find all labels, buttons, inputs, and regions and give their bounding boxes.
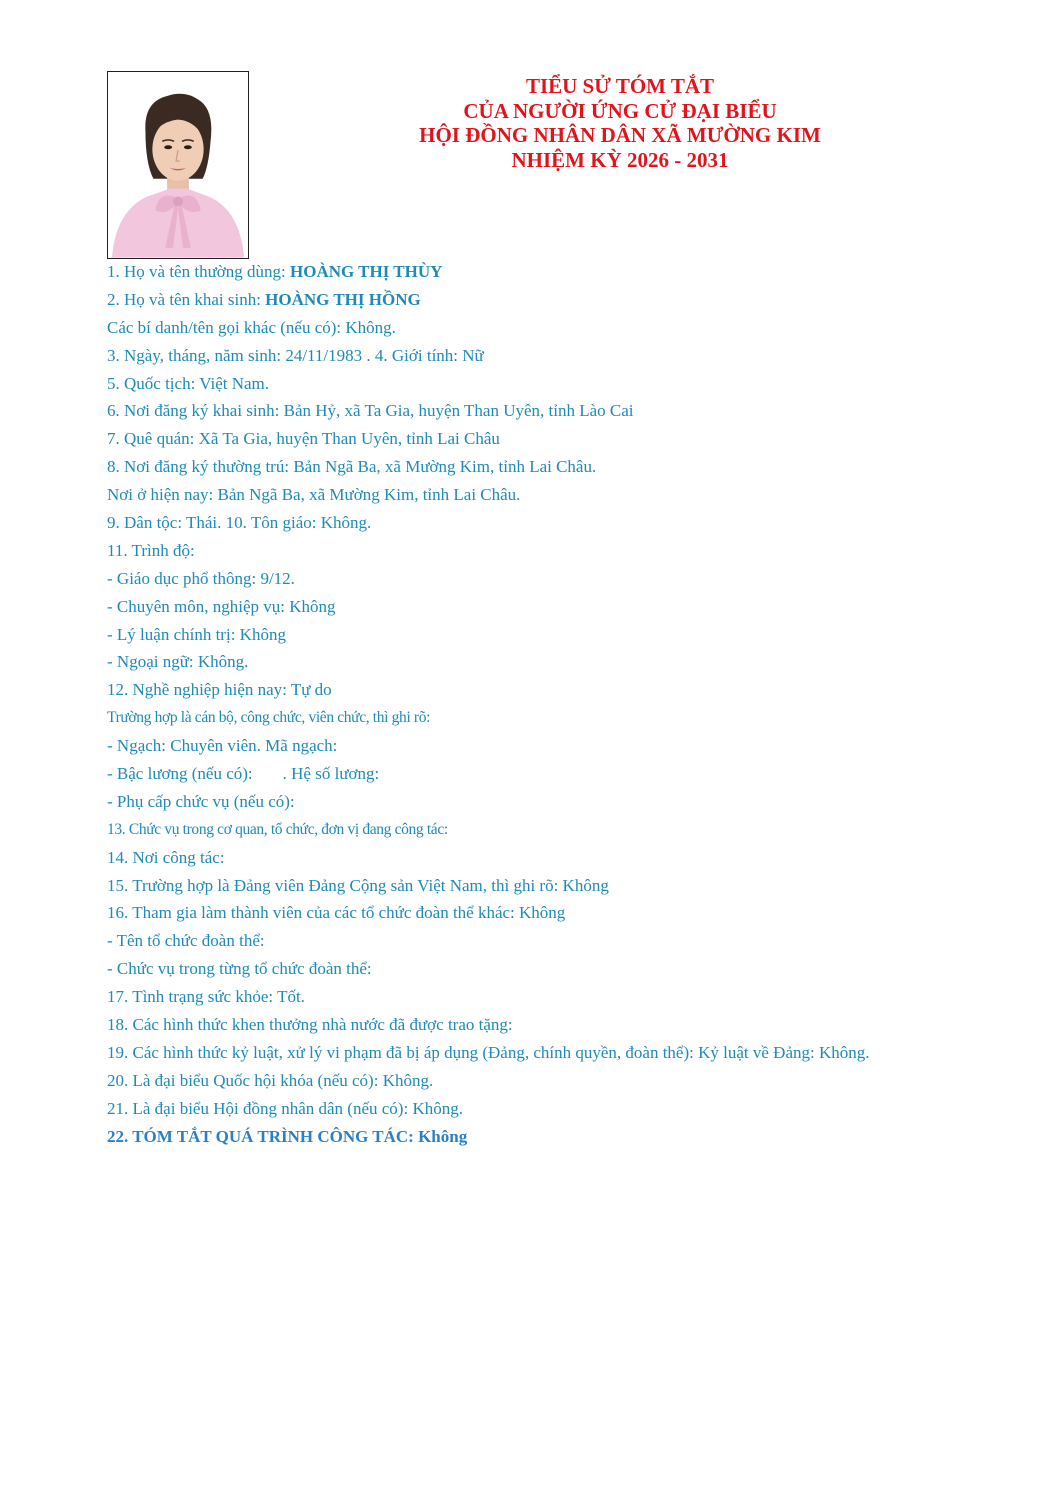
field-birthdate-gender: 3. Ngày, tháng, năm sinh: 24/11/1983 . 4. Giới tính: Nữ bbox=[107, 345, 484, 365]
field-birth-name bbox=[107, 286, 1007, 314]
field-peoples-council: 21. Là đại biểu Hội đồng nhân dân (nếu có): Không. bbox=[107, 1098, 463, 1118]
field-value: HOÀNG THỊ HỒNG bbox=[265, 289, 421, 309]
field-permanent-residence: 8. Nơi đăng ký thường trú: Bản Ngã Ba, xã Mường Kim, tỉnh Lai Châu. bbox=[107, 457, 597, 477]
field-position-allowance: - Phụ cấp chức vụ (nếu có): bbox=[107, 791, 295, 811]
field-national-assembly: 20. Là đại biểu Quốc hội khóa (nếu có): Không. bbox=[107, 1070, 434, 1090]
biography-fields bbox=[107, 258, 1007, 1151]
field-general-education: - Giáo dục phổ thông: 9/12. bbox=[107, 568, 295, 588]
field-organizations: 16. Tham gia làm thành viên của các tổ chức đoàn thể khác: Không bbox=[107, 903, 566, 923]
field-party-member: 15. Trường hợp là Đảng viên Đảng Cộng sản Việt Nam, thì ghi rõ: Không bbox=[107, 875, 609, 895]
field-value: HOÀNG THỊ THÙY bbox=[290, 262, 443, 281]
document-title bbox=[300, 74, 940, 172]
field-salary bbox=[107, 760, 1007, 788]
field-health: 17. Tình trạng sức khỏe: Tốt. bbox=[107, 987, 305, 1007]
field-foreign-language: - Ngoại ngữ: Không. bbox=[107, 652, 249, 672]
field-label: 1. Họ và tên thường dùng: bbox=[107, 262, 290, 281]
field-professional: - Chuyên môn, nghiệp vụ: Không bbox=[107, 596, 336, 616]
field-label: 2. Họ và tên khai sinh: bbox=[107, 289, 266, 309]
title-line-4: NHIỆM KỲ 2026 - 2031 bbox=[511, 147, 729, 172]
field-ethnicity-religion: 9. Dân tộc: Thái. 10. Tôn giáo: Không. bbox=[107, 513, 372, 533]
field-civil-servant-note: Trường hợp là cán bộ, công chức, viên chức, thì ghi rõ: bbox=[107, 709, 431, 727]
title-line-1: TIỂU SỬ TÓM TẮT bbox=[525, 74, 715, 98]
field-salary-coefficient: . Hệ số lương: bbox=[282, 764, 380, 784]
portrait-photo-icon bbox=[108, 72, 248, 258]
title-line-2: CỦA NGƯỜI ỨNG CỬ ĐẠI BIỂU bbox=[463, 98, 777, 123]
field-current-residence: Nơi ở hiện nay: Bản Ngã Ba, xã Mường Kim, tỉnh Lai Châu. bbox=[107, 485, 521, 505]
field-common-name bbox=[107, 258, 1007, 286]
field-rank: - Ngạch: Chuyên viên. Mã ngạch: bbox=[107, 736, 338, 756]
field-occupation: 12. Nghề nghiệp hiện nay: Tự do bbox=[107, 680, 332, 700]
field-salary-step: - Bậc lương (nếu có): bbox=[107, 764, 253, 784]
field-work-history: 22. TÓM TẮT QUÁ TRÌNH CÔNG TÁC: Không bbox=[107, 1126, 468, 1146]
field-education-heading: 11. Trình độ: bbox=[107, 540, 195, 560]
field-aliases: Các bí danh/tên gọi khác (nếu có): Không. bbox=[107, 317, 396, 337]
field-organization-name: - Tên tổ chức đoàn thể: bbox=[107, 931, 265, 951]
field-discipline: 19. Các hình thức kỷ luật, xử lý vi phạm đã bị áp dụng (Đảng, chính quyền, đoàn thể): Kỷ luật về Đảng: Không. bbox=[107, 1042, 870, 1062]
field-workplace: 14. Nơi công tác: bbox=[107, 847, 225, 867]
field-nationality: 5. Quốc tịch: Việt Nam. bbox=[107, 373, 270, 393]
field-awards: 18. Các hình thức khen thưởng nhà nước đã được trao tặng: bbox=[107, 1015, 513, 1035]
field-organization-role: - Chức vụ trong từng tổ chức đoàn thể: bbox=[107, 959, 372, 979]
field-birth-registration: 6. Nơi đăng ký khai sinh: Bản Hỷ, xã Ta Gia, huyện Than Uyên, tỉnh Lào Cai bbox=[107, 401, 634, 421]
title-line-3: HỘI ĐỒNG NHÂN DÂN XÃ MƯỜNG KIM bbox=[419, 123, 821, 147]
field-current-position: 13. Chức vụ trong cơ quan, tổ chức, đơn vị đang công tác: bbox=[107, 820, 448, 838]
field-political-theory: - Lý luận chính trị: Không bbox=[107, 624, 286, 644]
portrait-photo bbox=[107, 71, 249, 259]
field-hometown: 7. Quê quán: Xã Ta Gia, huyện Than Uyên, tỉnh Lai Châu bbox=[107, 429, 500, 449]
